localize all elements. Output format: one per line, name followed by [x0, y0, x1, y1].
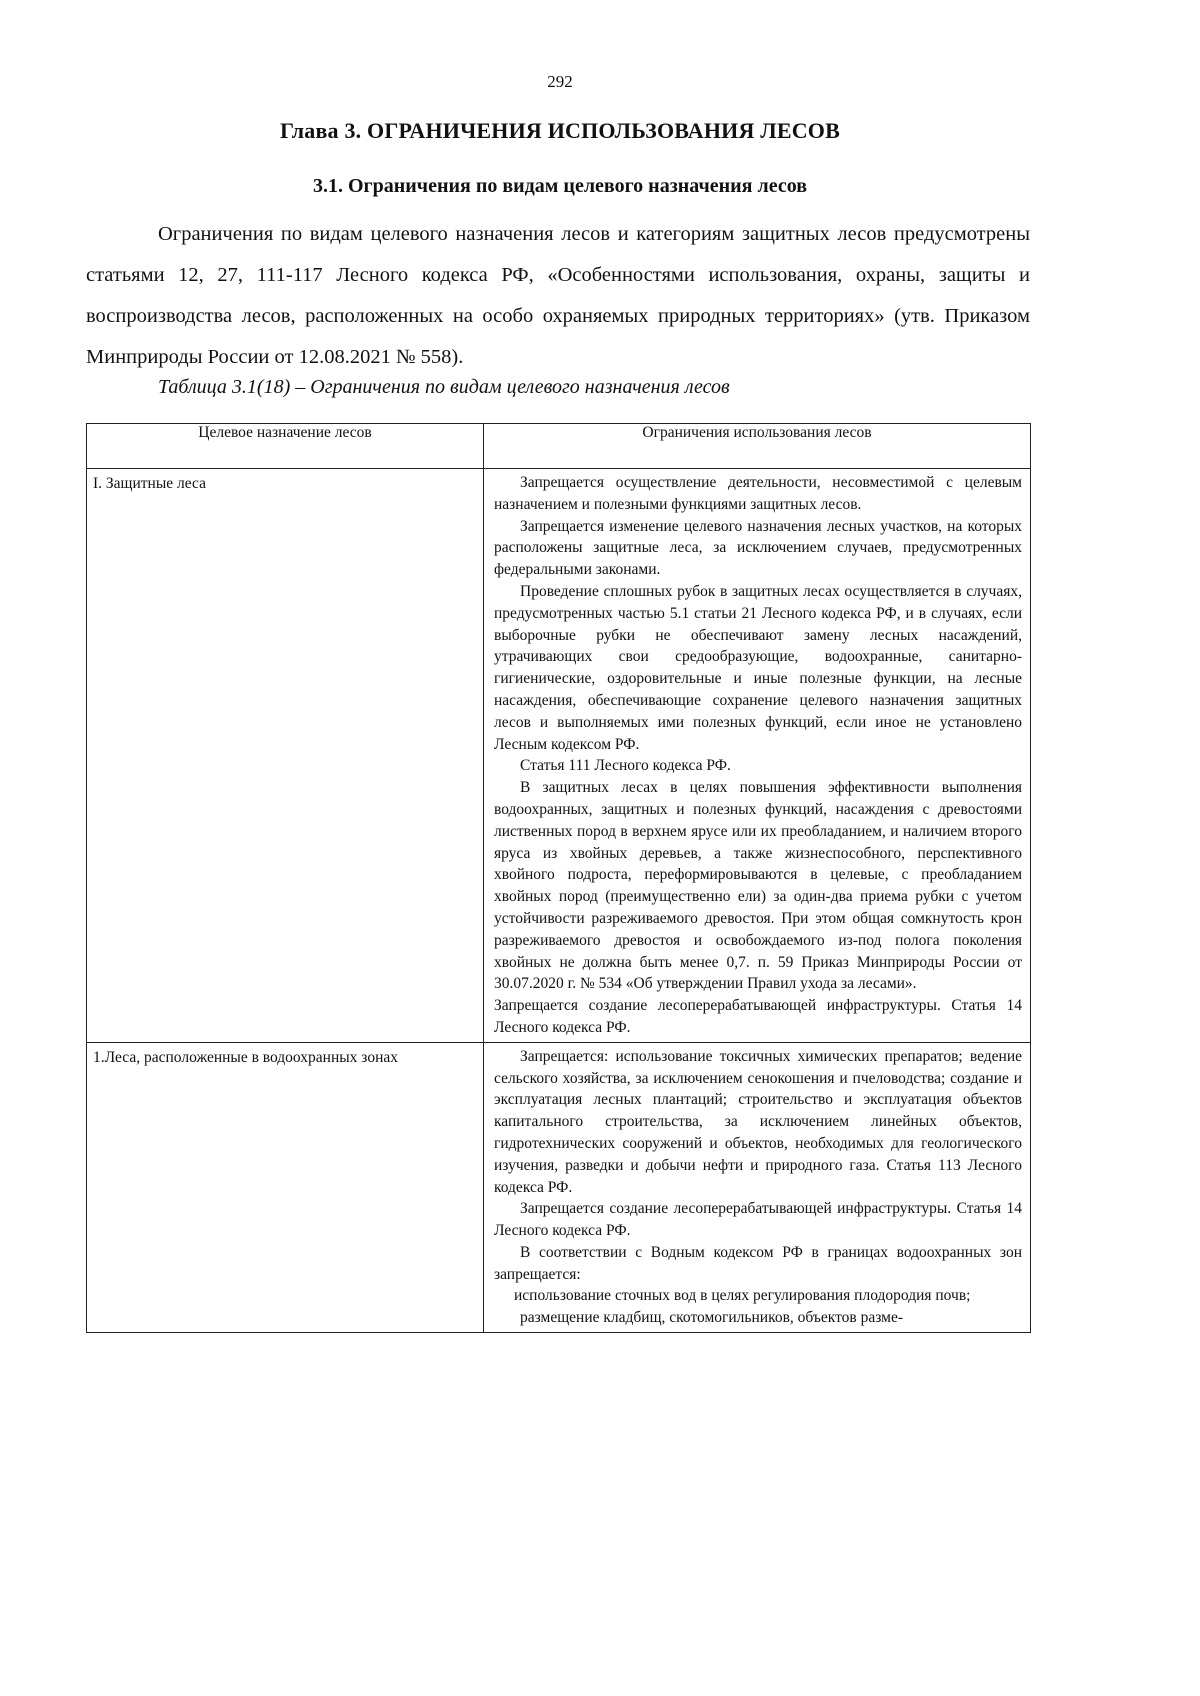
restrictions-cell	[484, 469, 1031, 1043]
restriction-paragraph: Статья 111 Лесного кодекса РФ.	[520, 757, 731, 775]
table-row	[87, 1042, 1031, 1332]
column-header-restrictions: Ограничения использования лесов	[484, 424, 1031, 469]
column-header-purpose: Целевое назначение лесов	[87, 424, 484, 469]
purpose-cell: I. Защитные леса	[87, 469, 484, 1043]
restriction-paragraph: В защитных лесах в целях повышения эффективности выполнения водоохранных, защитных и полезных функций, насаждения с древостоями лиственных пород в верхнем ярусе или их преобладанием, и наличием второго яруса из хвойных деревьев, а также жизнеспособного, перспективного хвойного подроста, переформировываются в целевые, с преобладанием хвойных пород (преимущественно ели) за один-два приема рубки с учетом устойчивости разреживаемого древостоя. При этом общая сомкнутость крон разреживаемого древостоя и освобождаемого из-под полога поколения хвойных не должна быть менее 0,7. п. 59 Приказ Минприроды России от 30.07.2020 г. № 534 «Об утверждении Правил ухода за лесами».	[494, 779, 1022, 993]
restrictions-cell	[484, 1042, 1031, 1332]
restriction-paragraph: Запрещается создание лесоперерабатывающей инфраструктуры. Статья 14 Лесного кодекса РФ.	[494, 1200, 1022, 1240]
purpose-cell: 1.Леса, расположенные в водоохранных зонах	[87, 1042, 484, 1332]
restrictions-table	[86, 423, 1031, 1333]
restriction-paragraph: Запрещается изменение целевого назначения лесных участков, на которых расположены защитные леса, за исключением случаев, предусмотренных федеральными законами.	[494, 517, 1022, 579]
intro-paragraph: Ограничения по видам целевого назначения лесов и категориям защитных лесов предусмотрены статьями 12, 27, 111-117 Лесного кодекса РФ, «Особенностями использования, охраны, защиты и воспроизводства лесов, расположенных на особо охраняемых природных территориях» (утв. Приказом Минприроды России от 12.08.2021 № 558).	[86, 223, 1030, 368]
table-header-row	[87, 424, 1031, 469]
table-row	[87, 469, 1031, 1043]
restriction-paragraph: Запрещается: использование токсичных химических препаратов; ведение сельского хозяйства, за исключением сенокошения и пчеловодства; создание и эксплуатация лесных плантаций; строительство и эксплуатация объектов капитального строительства, за исключением линейных объектов, гидротехнических сооружений и объектов, необходимых для геологического изучения, разведки и добычи нефти и природного газа. Статья 113 Лесного кодекса РФ.	[494, 1047, 1022, 1196]
section-title: 3.1. Ограничения по видам целевого назначения лесов	[313, 175, 807, 197]
restriction-paragraph: Запрещается осуществление деятельности, несовместимой с целевым назначением и полезными функциями защитных лесов.	[494, 474, 1022, 513]
restriction-paragraph: Запрещается создание лесоперерабатывающей инфраструктуры. Статья 14 Лесного кодекса РФ.	[494, 997, 1022, 1036]
chapter-title: Глава 3. ОГРАНИЧЕНИЯ ИСПОЛЬЗОВАНИЯ ЛЕСОВ	[280, 118, 840, 143]
table-caption: Таблица 3.1(18) – Ограничения по видам целевого назначения лесов	[158, 376, 730, 398]
restriction-paragraph: В соответствии с Водным кодексом РФ в границах водоохранных зон запрещается:	[494, 1243, 1022, 1283]
restriction-paragraph: размещение кладбищ, скотомогильников, объектов разме-	[520, 1309, 904, 1327]
restriction-paragraph: использование сточных вод в целях регулирования плодородия почв;	[514, 1287, 971, 1305]
restriction-paragraph: Проведение сплошных рубок в защитных лесах осуществляется в случаях, предусмотренных частью 5.1 статьи 21 Лесного кодекса РФ, и в случаях, если выборочные рубки не обеспечивают замену лесных насаждений, утрачивающих свои средообразующие, водоохранные, санитарно-гигиенические, оздоровительные и иные полезные функции, на лесные насаждения, обеспечивающие сохранение целевого назначения защитных лесов и выполняемых ими полезных функций, если иное не установлено Лесным кодексом РФ.	[494, 582, 1022, 753]
page-number: 292	[547, 72, 573, 91]
